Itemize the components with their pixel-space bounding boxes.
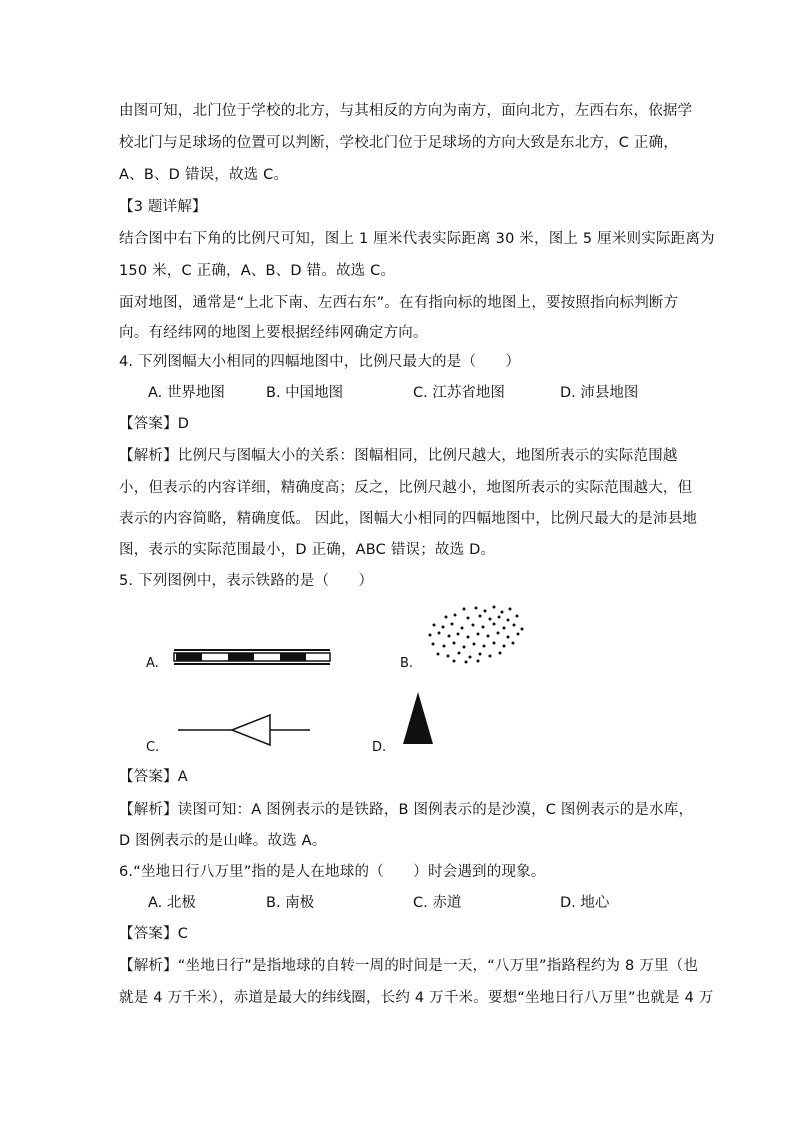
- text-line: 向。有经纬网的地图上要根据经纬网确定方向。: [119, 325, 428, 341]
- answer-label: 【答案】A: [119, 769, 188, 785]
- q4-option-c: C. 江苏省地图: [413, 385, 505, 401]
- question-6: 6.“坐地日行八万里”指的是人在地球的（ ）时会遇到的现象。: [119, 864, 546, 880]
- q4-option-b: B. 中国地图: [266, 385, 344, 401]
- section-heading: 【3 题详解】: [119, 199, 207, 215]
- peak-legend-icon: [400, 690, 436, 746]
- text-line: 结合图中右下角的比例尺可知，图上 1 厘米代表实际距离 30 米，图上 5 厘米则实际距离为: [119, 231, 715, 247]
- text-line: 【解析】比例尺与图幅大小的关系：图幅相同，比例尺越大，地图所表示的实际范围越: [119, 448, 678, 464]
- desert-legend-icon: [424, 603, 528, 665]
- text-line: 小，但表示的内容详细，精确度高；反之，比例尺越小，地图所表示的实际范围越大，但: [119, 480, 693, 496]
- text-line: D 图例表示的是山峰。故选 A。: [119, 833, 327, 849]
- text-line: 【解析】读图可知：A 图例表示的是铁路，B 图例表示的是沙漠，C 图例表示的是水库，: [119, 802, 694, 818]
- text-line: 校北门与足球场的位置可以判断，学校北门位于足球场的方向大致是东北方，C 正确，: [119, 135, 679, 151]
- question-4: 4. 下列图幅大小相同的四幅地图中，比例尺最大的是（ ）: [119, 354, 521, 370]
- text-line: 表示的内容简略，精确度低。 因此，图幅大小相同的四幅地图中，比例尺最大的是沛县地: [119, 511, 698, 527]
- text-line: 图，表示的实际范围最小，D 正确，ABC 错误；故选 D。: [119, 542, 496, 558]
- question-5: 5. 下列图例中，表示铁路的是（ ）: [119, 573, 374, 589]
- q4-option-a: A. 世界地图: [148, 385, 225, 401]
- text-line: 【解析】“坐地日行”是指地球的自转一周的时间是一天，“八万里”指路程约为 8 万里（也: [119, 958, 699, 974]
- q6-option-d: D. 地心: [560, 895, 610, 911]
- railway-legend-icon: [172, 647, 332, 667]
- text-line: 就是 4 万千米），赤道是最大的纬线圈，长约 4 万千米。要想“坐地日行八万里”也就是 4 万: [119, 990, 714, 1006]
- q5-option-b-letter: B.: [400, 656, 414, 671]
- q6-option-a: A. 北极: [148, 895, 196, 911]
- text-line: 由图可知，北门位于学校的北方，与其相反的方向为南方，面向北方，左西右东，依据学: [119, 103, 693, 119]
- q6-option-b: B. 南极: [266, 895, 315, 911]
- text-line: 面对地图，通常是“上北下南、左西右东”。在有指向标的地图上，要按照指向标判断方: [119, 295, 679, 311]
- q5-option-c-letter: C.: [146, 740, 160, 755]
- text-line: 150 米，C 正确，A、B、D 错。故选 C。: [119, 263, 396, 279]
- reservoir-legend-icon: [176, 712, 312, 748]
- q4-option-d: D. 沛县地图: [560, 385, 639, 401]
- text-line: A、B、D 错误，故选 C。: [119, 167, 289, 183]
- answer-label: 【答案】D: [119, 416, 190, 432]
- q6-option-c: C. 赤道: [413, 895, 462, 911]
- q5-option-a-letter: A.: [146, 656, 159, 671]
- q5-option-d-letter: D.: [372, 740, 387, 755]
- answer-label: 【答案】C: [119, 926, 189, 942]
